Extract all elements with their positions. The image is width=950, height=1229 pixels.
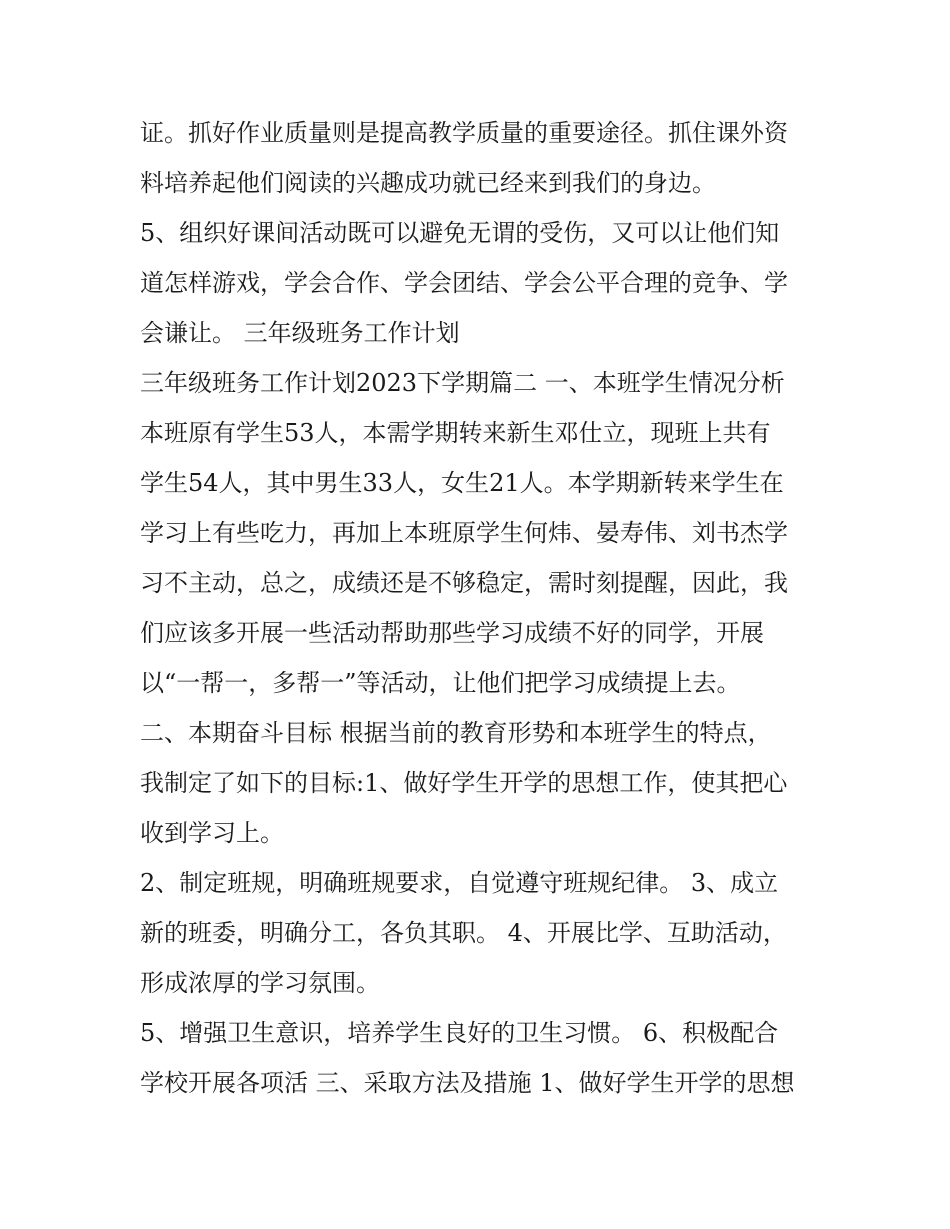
text-line: 5、增强卫生意识，培养学生良好的卫生习惯。 6、积极配合	[140, 1019, 779, 1047]
text-line: 二、本期奋斗目标 根据当前的教育形势和本班学生的特点，	[140, 719, 772, 747]
text-line: 5、组织好课间活动既可以避免无谓的受伤，又可以让他们知	[140, 219, 780, 247]
text-line: 以“一帮一，多帮一”等活动，让他们把学习成绩提上去。	[140, 669, 741, 697]
document-body	[140, 108, 820, 1108]
text-line: 三年级班务工作计划2023下学期篇二 一、本班学生情况分析	[140, 369, 785, 397]
text-line: 我制定了如下的目标:1、做好学生开学的思想工作，使其把心	[140, 769, 788, 797]
text-line: 新的班委，明确分工，各负其职。 4、开展比学、互助活动，	[140, 919, 787, 947]
text-line: 学生54人，其中男生33人，女生21人。本学期新转来学生在	[140, 469, 784, 497]
text-line: 学习上有些吃力，再加上本班原学生何炜、晏寿伟、刘书杰学	[140, 519, 788, 547]
text-line: 道怎样游戏，学会合作、学会团结、学会公平合理的竞争、学	[140, 269, 788, 297]
text-line: 形成浓厚的学习氛围。	[140, 969, 380, 997]
text-line: 证。抓好作业质量则是提高教学质量的重要途径。抓住课外资	[140, 119, 788, 147]
text-line: 会谦让。 三年级班务工作计划	[140, 319, 460, 347]
text-line: 们应该多开展一些活动帮助那些学习成绩不好的同学，开展	[140, 619, 764, 647]
text-line: 收到学习上。	[140, 819, 284, 847]
text-line: 学校开展各项活 三、采取方法及措施 1、做好学生开学的思想	[140, 1069, 795, 1097]
text-line: 2、制定班规，明确班规要求，自觉遵守班规纪律。 3、成立	[140, 869, 779, 897]
text-line: 本班原有学生53人，本需学期转来新生邓仕立，现班上共有	[140, 419, 771, 447]
text-line: 习不主动，总之，成绩还是不够稳定，需时刻提醒，因此，我	[140, 569, 788, 597]
text-line: 料培养起他们阅读的兴趣成功就已经来到我们的身边。	[140, 169, 716, 197]
